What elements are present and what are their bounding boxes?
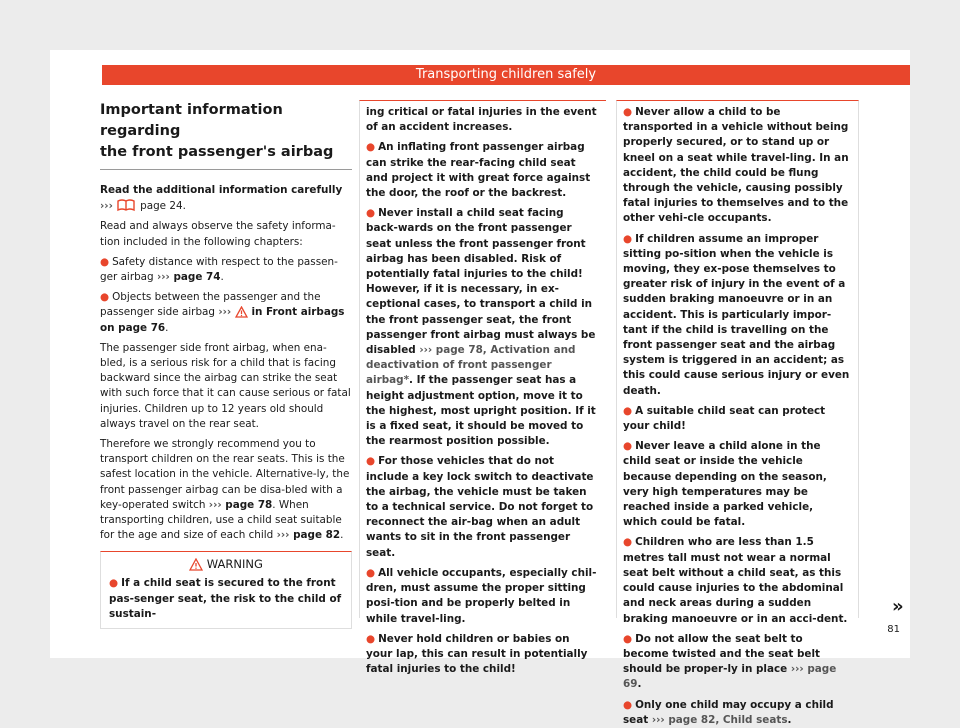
page-ref-link[interactable]: ››› page 74 xyxy=(156,271,221,284)
bullet-text: Objects between the passenger and the passenger side airbag xyxy=(100,291,321,319)
continue-marker: » xyxy=(892,596,904,617)
paragraph: Therefore we strongly recommend you to transport children on the rear seats. This is the safest location in the vehicle. Alternative-ly, the front passenger airbag can be disa-bled with a key-operated switch ››› page 78. When transporting children, use a child seat suitable for the age and size of each child ››› page 82. xyxy=(100,438,350,542)
page-ref-link[interactable]: ››› page 69 xyxy=(623,663,837,691)
warning-bullet: ● Never hold children or babies on your lap, this can result in potentially fatal injuries to the child! xyxy=(366,632,588,676)
manual-page xyxy=(50,50,910,726)
warning-bullet: ● A suitable child seat can protect your child! xyxy=(623,404,826,433)
page-number: 81 xyxy=(887,624,900,635)
warning-bullet: ● Never install a child seat facing back-wards on the front passenger seat unless the front passenger front airbag has been disabled. Risk of potentially fatal injuries to the child! However, if it is necessary, in ex-ceptional cases, to transport a child in the front passenger seat, the front passenger front airbag must always be disabled ››› page 78, Activation and deactivation of front passenger airbag*. If the passenger seat has a height adjustment option, move it to the highest, most upright position. If it is a fixed seat, it should be moved to the rearmost position possible. xyxy=(366,207,596,448)
ref-arrow-icon: ››› xyxy=(100,200,113,213)
read-more-note xyxy=(100,183,352,214)
bullet-text: Safety distance with respect to the passen-ger airbag xyxy=(100,255,338,284)
page-ref-link[interactable]: ››› page 82, Child seats xyxy=(651,713,788,726)
section-title-line1: Important information regarding xyxy=(100,102,283,139)
bullet-dot: ● xyxy=(100,255,110,268)
paragraph: The passenger side front airbag, when ena-bled, is a serious risk for a child that is facing backward since the airbag can strike the seat with such force that it can cause serious or fatal injuries. Children up to 12 years old should always travel on the rear seat. xyxy=(100,341,351,430)
warning-bullet: ● Do not allow the seat belt to become twisted and the seat belt should be proper-ly in place ››› page 69. xyxy=(623,632,837,691)
read-more-ref[interactable]: page 24. xyxy=(140,200,186,213)
page-ref-link[interactable]: ››› page 78 xyxy=(208,498,273,511)
warning-bullet: ● Never leave a child alone in the child seat or inside the vehicle because depending on the season, very high temperatures may be reached inside a parked vehicle, which could be fatal. xyxy=(623,440,827,529)
warning-bullet: ● Never allow a child to be transported in a vehicle without being properly secured, or to stand up or kneel on a seat while travel-ling. In an accident, the child could be flung through the vehicle, causing possibly fatal injuries to themselves and to the other vehi-cle occupants. xyxy=(623,106,849,225)
page-ref-link[interactable]: ››› page 82 xyxy=(276,529,341,542)
bullet-dot: ● xyxy=(100,291,110,304)
warning-bullet: ● Children who are less than 1.5 metres tall must not wear a normal seat belt without a child seat, as this could cause injuries to the abdominal and neck areas during a sudden braking manoeuvre or in an acci-dent. xyxy=(623,536,848,625)
column-right-warning xyxy=(616,100,859,726)
bullet-item: ● Safety distance with respect to the passen-ger airbag ››› page 74. xyxy=(100,255,338,284)
warning-box xyxy=(100,551,352,629)
warning-bullet: ● An inflating front passenger airbag can strike the rear-facing child seat and project it with great force against the door, the roof or the backrest. xyxy=(366,141,591,200)
warning-label: WARNING xyxy=(206,557,263,572)
warning-bullet: ● For those vehicles that do not include a key lock switch to deactivate the airbag, the vehicle must be taken to a technical service. Do not forget to reconnect the air-bag when an adult wants to sit in the front passenger seat. xyxy=(366,455,594,559)
book-icon xyxy=(116,198,136,212)
intro-text: Read and always observe the safety informa-tion included in the following chapters: xyxy=(100,220,336,248)
section-title xyxy=(100,100,352,170)
warning-triangle-icon xyxy=(189,558,203,571)
warning-bullet: ● Only one child may occupy a child seat ››› page 82, Child seats. xyxy=(623,698,834,726)
column-middle-warning xyxy=(359,100,606,676)
bullet-item: ● Objects between the passenger and the passenger side airbag ››› in Front airbags on page 76. xyxy=(100,291,345,334)
warning-bullet: ● If children assume an improper sitting po-sition when the vehicle is moving, they ex-pose themselves to greater risk of injury in the event of a sudden braking manoeuvre or in an accident. This is particularly impor-tant if the child is travelling on the front passenger seat and the airbag system is triggered in an accident; as this could cause serious injury or even death. xyxy=(623,232,850,397)
warning-bullet: ● If a child seat is secured to the front pas-senger seat, the risk to the child of sustain- xyxy=(109,577,342,620)
page-ref-link[interactable]: ››› page 78, Activation and deactivation of front passenger airbag* xyxy=(366,344,576,387)
chapter-header xyxy=(102,65,910,85)
warning-continued: ing critical or fatal injuries in the event of an accident increases. xyxy=(366,106,597,134)
warning-triangle-icon xyxy=(235,306,248,318)
warning-bullet: ● All vehicle occupants, especially chil-dren, must assume the proper sitting posi-tion and be properly belted in while travel-ling. xyxy=(366,566,597,625)
section-title-line2: the front passenger's airbag xyxy=(100,144,334,160)
column-left xyxy=(100,100,352,629)
warning-header xyxy=(109,556,343,572)
page-ref-link[interactable]: ››› in Front airbags on page 76 xyxy=(100,306,345,334)
read-more-text: Read the additional information carefully xyxy=(100,184,343,196)
chapter-title: Transporting children safely xyxy=(415,67,597,82)
